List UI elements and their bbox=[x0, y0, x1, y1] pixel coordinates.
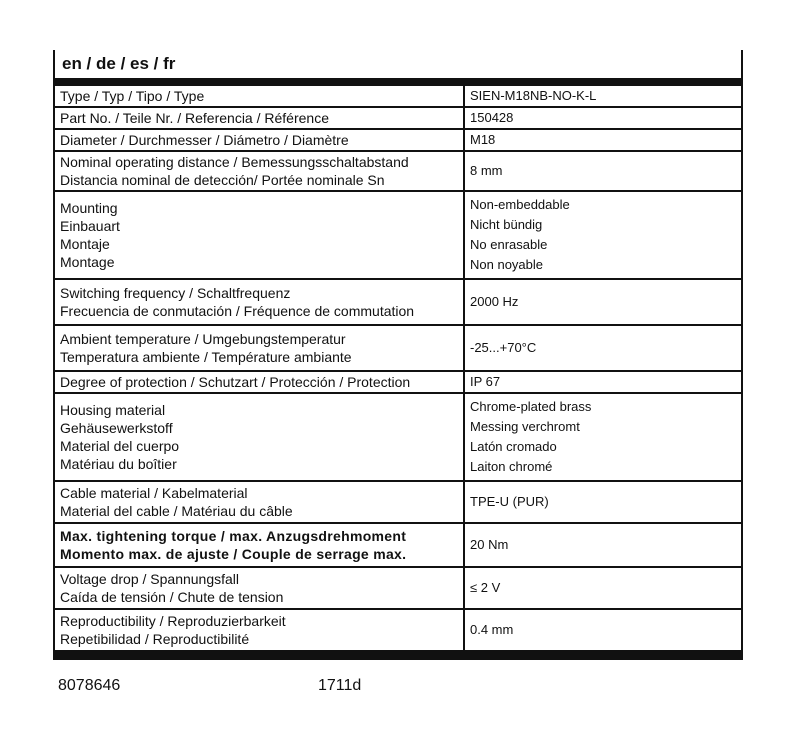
spec-label-line: Einbauart bbox=[60, 218, 120, 234]
spec-label-line: Mounting bbox=[60, 200, 118, 216]
spec-label bbox=[54, 523, 464, 567]
spec-value-line: Laiton chromé bbox=[470, 459, 553, 474]
spec-row bbox=[54, 129, 742, 151]
spec-value bbox=[464, 129, 742, 151]
spec-row bbox=[54, 85, 742, 107]
spec-label bbox=[54, 151, 464, 191]
spec-label bbox=[54, 107, 464, 129]
spec-row bbox=[54, 191, 742, 279]
spec-value-line: Non-embeddable bbox=[470, 197, 570, 212]
spec-label-line: Diameter / Durchmesser / Diámetro / Diamètre bbox=[60, 132, 349, 148]
spec-value bbox=[464, 481, 742, 523]
spec-label-line: Type / Typ / Tipo / Type bbox=[60, 88, 205, 104]
spec-label-line: Repetibilidad / Reproductibilité bbox=[60, 631, 250, 647]
spec-row bbox=[54, 325, 742, 371]
spec-label-line: Part No. / Teile Nr. / Referencia / Référence bbox=[60, 110, 329, 126]
spec-label-line: Frecuencia de conmutación / Fréquence de commutation bbox=[60, 303, 415, 319]
spec-value bbox=[464, 191, 742, 279]
spec-label-line: Montage bbox=[60, 254, 115, 270]
spec-label bbox=[54, 481, 464, 523]
spec-row bbox=[54, 567, 742, 609]
spec-value bbox=[464, 609, 742, 651]
spec-row bbox=[54, 393, 742, 481]
spec-label bbox=[54, 371, 464, 393]
spec-value-line: Nicht bündig bbox=[470, 217, 543, 232]
spec-value-line: SIEN-M18NB-NO-K-L bbox=[470, 88, 597, 103]
spec-value bbox=[464, 279, 742, 325]
spec-label-line: Montaje bbox=[60, 236, 110, 252]
document-code: 8078646 bbox=[58, 677, 121, 694]
spec-label-line: Temperatura ambiente / Température ambiante bbox=[60, 349, 352, 365]
spec-sheet bbox=[53, 50, 743, 674]
spec-value-line: TPE-U (PUR) bbox=[470, 494, 549, 509]
spec-label bbox=[54, 129, 464, 151]
spec-label bbox=[54, 279, 464, 325]
spec-value-line: Latón cromado bbox=[470, 439, 557, 454]
spec-row bbox=[54, 523, 742, 567]
spec-value-line: M18 bbox=[470, 132, 496, 147]
spec-label-line: Material del cuerpo bbox=[60, 438, 180, 454]
spec-row bbox=[54, 107, 742, 129]
spec-label bbox=[54, 191, 464, 279]
spec-value-line: ≤ 2 V bbox=[470, 580, 501, 595]
spec-label-line: Ambient temperature / Umgebungstemperatur bbox=[60, 331, 346, 347]
spec-value bbox=[464, 151, 742, 191]
spec-label-line: Matériau du boîtier bbox=[60, 456, 177, 472]
spec-value-line: 2000 Hz bbox=[470, 294, 519, 309]
spec-row bbox=[54, 481, 742, 523]
spec-label-line: Degree of protection / Schutzart / Protección / Protection bbox=[60, 374, 411, 390]
spec-value bbox=[464, 371, 742, 393]
spec-label-line: Switching frequency / Schaltfrequenz bbox=[60, 285, 291, 301]
specification-table bbox=[53, 84, 743, 652]
spec-label-line: Max. tightening torque / max. Anzugsdrehmoment bbox=[60, 528, 407, 544]
language-list: en / de / es / fr bbox=[62, 54, 176, 73]
spec-value bbox=[464, 85, 742, 107]
spec-label-line: Caída de tensión / Chute de tension bbox=[60, 589, 284, 605]
spec-row bbox=[54, 279, 742, 325]
spec-value-line: 150428 bbox=[470, 110, 514, 125]
spec-label-line: Housing material bbox=[60, 402, 166, 418]
spec-label-line: Voltage drop / Spannungsfall bbox=[60, 571, 240, 587]
spec-value-line: 8 mm bbox=[470, 163, 503, 178]
spec-label bbox=[54, 609, 464, 651]
spec-value bbox=[464, 567, 742, 609]
spec-row bbox=[54, 151, 742, 191]
spec-label-line: Reproductibility / Reproduzierbarkeit bbox=[60, 613, 286, 629]
spec-row bbox=[54, 371, 742, 393]
spec-value-line: Messing verchromt bbox=[470, 419, 580, 434]
spec-label-line: Distancia nominal de detección/ Portée nominale Sn bbox=[60, 172, 385, 188]
spec-value-line: No enrasable bbox=[470, 237, 548, 252]
spec-label bbox=[54, 567, 464, 609]
spec-label-line: Gehäusewerkstoff bbox=[60, 420, 173, 436]
spec-label-line: Cable material / Kabelmaterial bbox=[60, 485, 248, 501]
footer-divider bbox=[53, 652, 743, 660]
spec-label bbox=[54, 85, 464, 107]
spec-label-line: Nominal operating distance / Bemessungsschaltabstand bbox=[60, 154, 409, 170]
spec-value-line: Chrome-plated brass bbox=[470, 399, 592, 414]
spec-value-line: Non noyable bbox=[470, 257, 543, 272]
spec-value bbox=[464, 523, 742, 567]
language-header bbox=[53, 50, 743, 80]
spec-value-line: 0.4 mm bbox=[470, 622, 514, 637]
spec-value bbox=[464, 393, 742, 481]
spec-value bbox=[464, 107, 742, 129]
spec-label bbox=[54, 325, 464, 371]
spec-value-line: IP 67 bbox=[470, 374, 501, 389]
spec-value-line: -25...+70°C bbox=[470, 340, 537, 355]
spec-label-line: Material del cable / Matériau du câble bbox=[60, 503, 293, 519]
spec-value bbox=[464, 325, 742, 371]
revision-code: 1711d bbox=[318, 677, 362, 694]
spec-value-line: 20 Nm bbox=[470, 537, 509, 552]
spec-label bbox=[54, 393, 464, 481]
spec-label-line: Momento max. de ajuste / Couple de serrage max. bbox=[60, 546, 407, 562]
spec-row bbox=[54, 609, 742, 651]
